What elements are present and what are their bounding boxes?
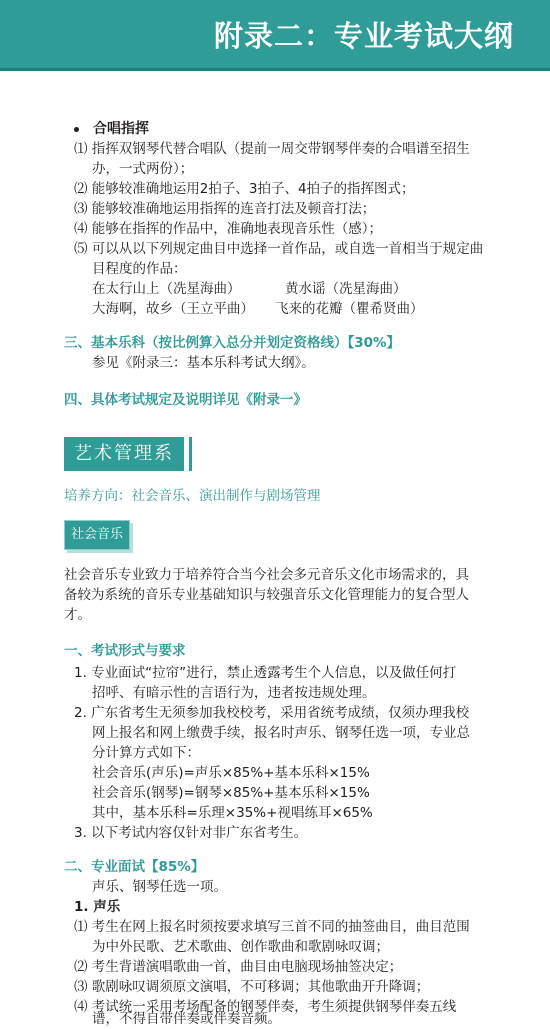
header-band — [0, 0, 550, 71]
score-formula: 其中，基本乐科=乐理×35%+视唱练耳×65% — [92, 805, 373, 821]
interview-subheading: 1. 声乐 — [74, 899, 121, 915]
section-heading: 一、考试形式与要求 — [64, 643, 186, 659]
interview-line: ⑴ 考生在网上报名时须按要求填写三首不同的抽签曲目，曲目范围 — [74, 919, 470, 935]
choir-item: 办，一式两份）； — [92, 161, 194, 177]
major-label: 社会音乐 — [70, 527, 123, 542]
exam-line: 招呼、有暗示性的言语行为，违者按违规处理。 — [92, 685, 376, 701]
intro-line: 才。 — [64, 607, 91, 623]
exam-line: 1. 专业面试“拉帘”进行，禁止透露考生个人信息，以及做任何打 — [74, 665, 457, 681]
section-heading: 三、基本乐科（按比例算入总分并划定资格线）【30%】 — [64, 335, 401, 351]
major-badge — [64, 520, 130, 550]
score-formula: 社会音乐(声乐)=声乐×85%+基本乐科×15% — [92, 765, 370, 781]
intro-line: 社会音乐专业致力于培养符合当今社会多元音乐文化市场需求的，具 — [64, 567, 469, 583]
choir-item: ⑸ 可以从以下列规定曲目中选择一首作品，或自选一首相当于规定曲 — [74, 241, 484, 257]
interview-line: 谱，不得自带伴奏或伴奏音频。 — [92, 1011, 281, 1027]
section-body: 参见《附录三：基本乐科考试大纲》。 — [92, 355, 315, 371]
interview-line: 为中外民歌、艺术歌曲、创作歌曲和歌剧咏叹调； — [92, 939, 389, 955]
training-direction: 培养方向：社会音乐、演出制作与剧场管理 — [64, 488, 321, 504]
bullet-icon — [74, 127, 79, 132]
choir-heading-row — [74, 118, 149, 138]
exam-line: 分计算方式如下： — [92, 745, 200, 761]
choir-item: ⑶ 能够较准确地运用指挥的连音打法及顿音打法； — [74, 201, 376, 217]
exam-line: 网上报名和网上缴费手续，报名时声乐、钢琴任选一项，专业总 — [92, 725, 470, 741]
repertoire-piece: 飞来的花瓣（瞿希贤曲） — [275, 301, 424, 317]
interview-line: ⑶ 歌剧咏叹调须原文演唱，不可移调；其他歌曲开升降调； — [74, 979, 430, 995]
choir-item: ⑴ 指挥双钢琴代替合唱队（提前一周交带钢琴伴奏的合唱谱至招生 — [74, 141, 470, 157]
interview-line: 声乐、钢琴任选一项。 — [92, 879, 227, 895]
exam-line: 3. 以下考试内容仅针对非广东省考生。 — [74, 825, 308, 841]
department-badge: 艺术管理系 — [64, 437, 184, 471]
interview-line: ⑷ 考试统一采用考场配备的钢琴伴奏，考生须提供钢琴伴奏五线 — [74, 999, 457, 1015]
exam-line: 2. 广东省考生无须参加我校校考，采用省统考成绩，仅须办理我校 — [74, 705, 470, 721]
choir-item: ⑷ 能够在指挥的作品中，准确地表现音乐性（感）； — [74, 221, 383, 237]
section-heading: 二、专业面试【85%】 — [64, 859, 205, 875]
score-formula: 社会音乐(钢琴)=钢琴×85%+基本乐科×15% — [92, 785, 370, 801]
repertoire-piece: 大海啊，故乡（王立平曲） — [92, 301, 254, 317]
intro-line: 备较为系统的音乐专业基础知识与较强音乐文化管理能力的复合型人 — [64, 587, 469, 603]
section-heading: 四、具体考试规定及说明详见《附录一》 — [64, 392, 307, 408]
page-title: 附录二：专业考试大纲 — [213, 19, 514, 53]
choir-heading: 合唱指挥 — [93, 121, 149, 137]
repertoire-piece: 在太行山上（冼星海曲） — [92, 281, 241, 297]
interview-line: ⑵ 考生背谱演唱歌曲一首，曲目由电脑现场抽签决定； — [74, 959, 403, 975]
choir-item: 目程度的作品： — [92, 261, 187, 277]
repertoire-piece: 黄水谣（冼星海曲） — [285, 281, 407, 297]
choir-item: ⑵ 能够较准确地运用2拍子、3拍子、4拍子的指挥图式； — [74, 181, 415, 197]
